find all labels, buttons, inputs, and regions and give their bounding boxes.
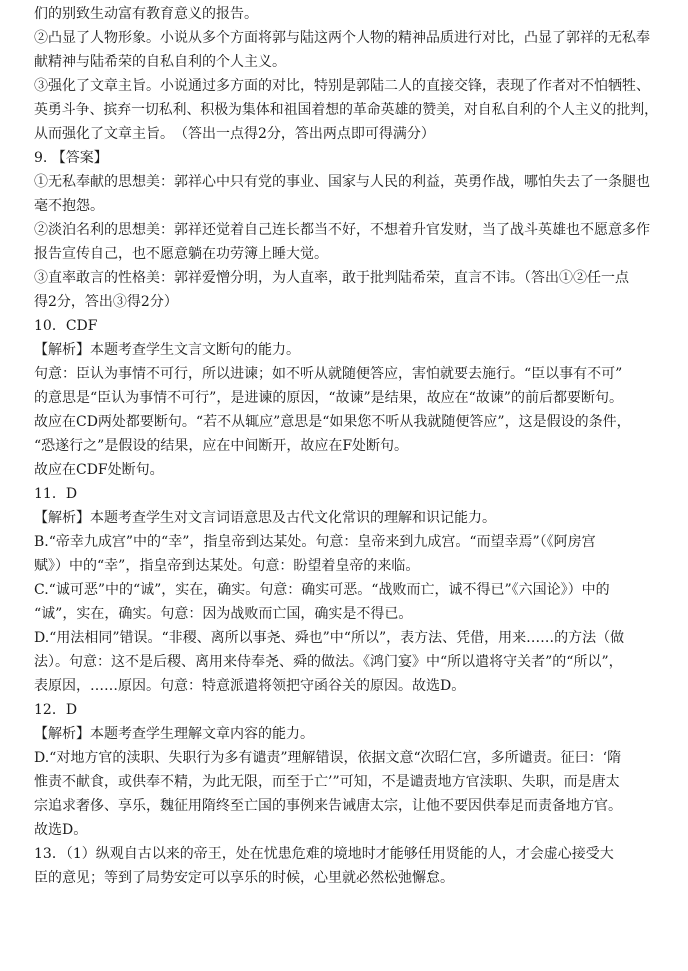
- text-line: 法）。句意：这不是后稷、离用来侍奉尧、舜的做法。《鸿门宴》中“所以遣将守关者”的“所以”，: [34, 654, 623, 670]
- text-line: 赋》）中的“幸”，指皇帝到达某处。句意：盼望着皇帝的来临。: [34, 558, 420, 574]
- text-line: 从而强化了文章主旨。 （答出一点得2分，答出两点即可得满分）: [34, 126, 435, 142]
- text-line: 表原因，……原因。句意：特意派遣将领把守函谷关的原因。故选D。: [34, 678, 466, 694]
- text-line: 句意：臣认为事情不可行，所以进谏；如不听从就随便答应，害怕就要去施行。“臣以事有不可”: [34, 366, 623, 382]
- text-line: ②凸显了人物形象。小说从多个方面将郭与陆这两个人物的精神品质进行对比，凸显了郭祥的无私奉: [34, 30, 650, 46]
- text-line: “恐遂行之”是假设的结果，应在中间断开，故应在F处断句。: [34, 438, 409, 454]
- text-line: 13．（1）纵观自古以来的帝王，处在忧患危难的境地时才能够任用贤能的人，才会虚心接受大: [34, 846, 614, 862]
- text-line: 毫不抱怨。: [34, 198, 104, 214]
- text-line: ①无私奉献的思想美：郭祥心中只有党的事业、国家与人民的利益，英勇作战，哪怕失去了一条腿也: [34, 174, 650, 190]
- text-line: 献精神与陆希荣的自私自利的个人主义。: [34, 54, 286, 70]
- text-line: 故应在CD两处都要断句。“若不从辄应”意思是“如果您不听从我就随便答应”，这是假设的条件，: [34, 414, 631, 430]
- analysis-heading: 【解析】本题考查学生理解文章内容的能力。: [34, 726, 314, 742]
- question-number: 11．D: [34, 486, 78, 502]
- text-line: ③强化了文章主旨。小说通过多方面的对比，特别是郭陆二人的直接交锋，表现了作者对不怕牺牲、: [34, 78, 650, 94]
- text-line: C.“诚可恶”中的“诚”，实在，确实。句意：确实可恶。“战败而亡，诚不得已”《六国论》）中的: [34, 582, 610, 598]
- question-number: 10．CDF: [34, 318, 98, 334]
- text-line: B.“帝幸九成宫”中的“幸”，指皇帝到达某处。句意：皇帝来到九成宫。“而望幸焉”（《阿房宫: [34, 534, 596, 550]
- text-line: 故应在CDF处断句。: [34, 462, 164, 478]
- text-line: D.“用法相同”错误。“非稷、离所以事尧、舜也”中“所以”，表方法、凭借，用来……的方法（做: [34, 630, 625, 646]
- text-line: 惟责不献食，或供奉不精，为此无限，而至于亡’”可知，不是谴责地方官渎职、失职，而是唐太: [34, 774, 620, 790]
- text-line: 臣的意见；等到了局势安定可以享乐的时候，心里就必然松弛懈怠。: [34, 870, 454, 886]
- question-number: 12．D: [34, 702, 78, 718]
- text-line: 宗追求奢侈、享乐，魏征用隋终至亡国的事例来告诫唐太宗，让他不要因供奉足而责备地方官。: [34, 798, 622, 814]
- analysis-heading: 【解析】本题考查学生文言文断句的能力。: [34, 342, 300, 358]
- text-line: ②淡泊名利的思想美：郭祥还觉着自己连长都当不好，不想着升官发财，当了战斗英雄也不愿意多作: [34, 222, 650, 238]
- text-line: 报告宣传自己，也不愿意躺在功劳簿上睡大觉。: [34, 246, 328, 262]
- section-heading: 9. 【答案】: [34, 150, 108, 166]
- text-line: 故选D。: [34, 822, 88, 838]
- text-line: 英勇斗争、摈弃一切私利、积极为集体和祖国着想的革命英雄的赞美，对自私自利的个人主义的批判，: [34, 102, 658, 118]
- text-line: 得2分，答出③得2分）: [34, 294, 178, 310]
- text-line: D.“对地方官的渎职、失职行为多有谴责”理解错误，依据文意“次昭仁宫，多所谴责。征曰：‘隋: [34, 750, 622, 766]
- text-line: ③直率敢言的性格美：郭祥爱憎分明，为人直率，敢于批判陆希荣，直言不讳。（答出①②任一点: [34, 270, 629, 286]
- text-line: 们的别致生动富有教育意义的报告。: [34, 6, 258, 22]
- text-line: “诚”，实在，确实。句意：因为战败而亡国，确实是不得已。: [34, 606, 413, 622]
- analysis-heading: 【解析】本题考查学生对文言词语意思及古代文化常识的理解和识记能力。: [34, 510, 496, 526]
- text-line: 的意思是“臣认为事情不可行”，是进谏的原因，“故谏”是结果，故应在“故谏”的前后都要断句。: [34, 390, 623, 406]
